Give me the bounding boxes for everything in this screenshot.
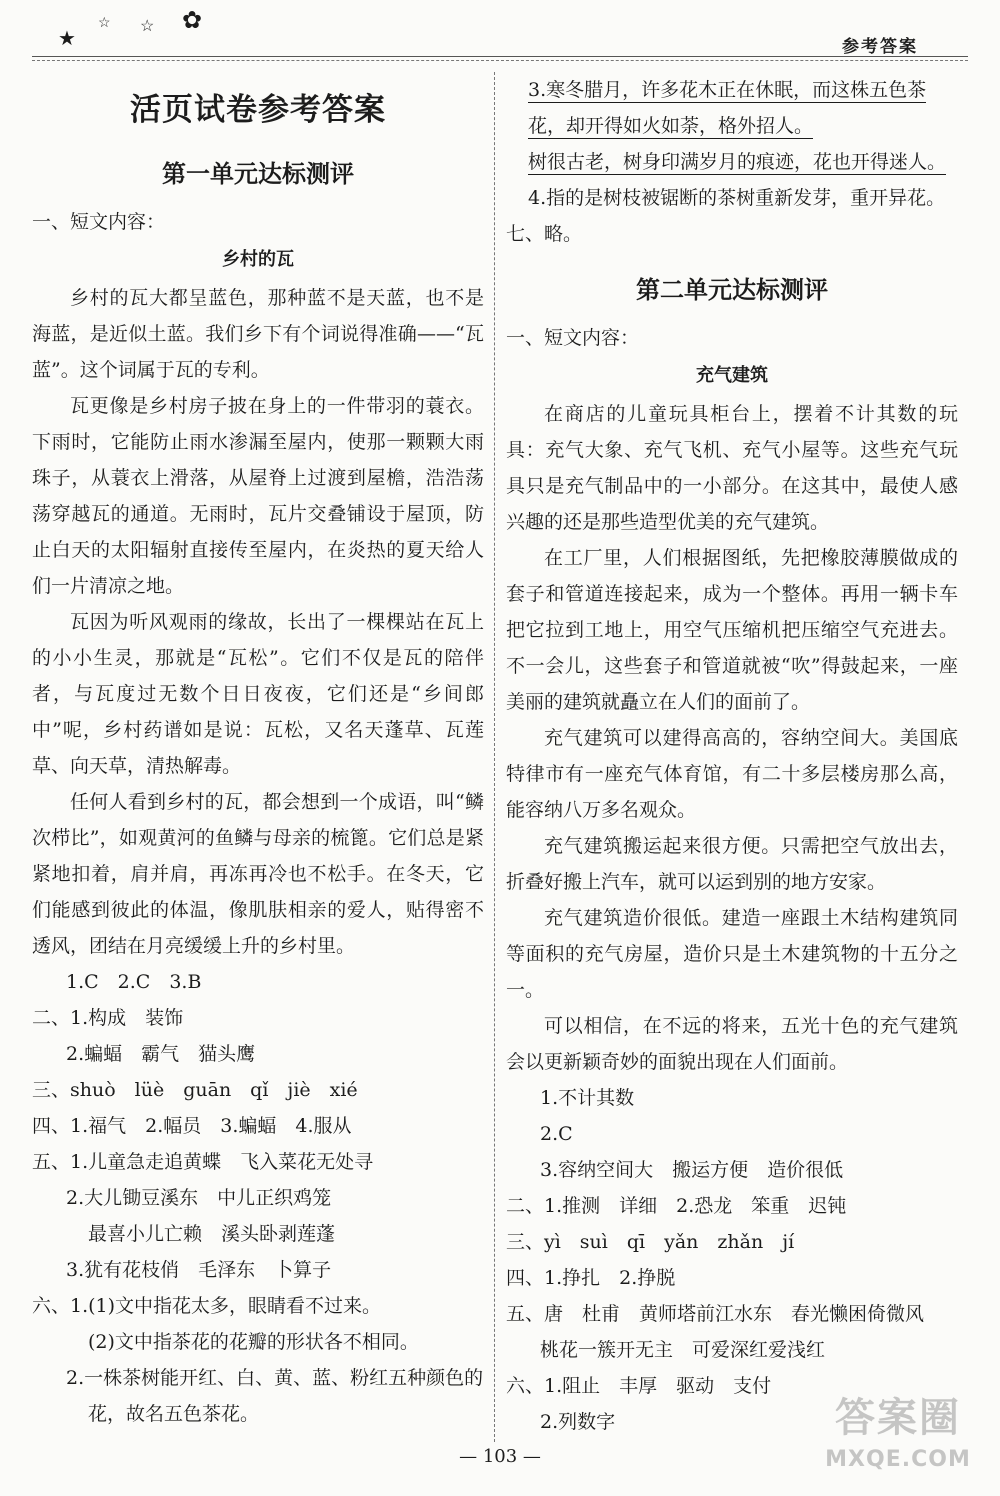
answer-line: 2.C [540, 1123, 573, 1145]
answer-line: 2.列数字 [540, 1411, 616, 1433]
answer-line: 五、唐 杜甫 黄师塔前江水东 春光懒困倚微风 [506, 1303, 925, 1325]
story-paragraph: 充气建筑造价很低。建造一座跟土木结构建筑同等面积的充气房屋，造价只是土木建筑物的十五分之一。 [506, 907, 958, 1001]
answer-line: 2.蝙蝠 霸气 猫头鹰 [66, 1043, 256, 1065]
answer-line: 2.大儿锄豆溪东 中儿正织鸡笼 [66, 1187, 332, 1209]
column-divider [494, 72, 495, 1442]
answer-line: 1.C 2.C 3.B [66, 971, 202, 993]
answer-line: 3.犹有花枝俏 毛泽东 卜算子 [66, 1259, 332, 1281]
answer-line: 四、1.福气 2.幅员 3.蝙蝠 4.服从 [32, 1115, 352, 1137]
story-paragraph: 充气建筑可以建得高高的，容纳空间大。美国底特律市有一座充气体育馆，有二十多层楼房那么高，能容纳八万多名观众。 [506, 727, 958, 821]
flower-icon: ✿ [182, 6, 203, 34]
left-column [32, 72, 484, 1432]
header-dashed-rule [32, 60, 968, 61]
page-header [0, 0, 1000, 70]
watermark-logo [808, 1390, 988, 1486]
answer-line: 二、1.构成 装饰 [32, 1007, 184, 1029]
header-rule [32, 56, 968, 57]
answer-line: 五、1.儿童急走追黄蝶 飞入菜花无处寻 [32, 1151, 374, 1173]
watermark-url: MXQE.COM [825, 1447, 971, 1472]
page-title: 活页试卷参考答案 [130, 92, 386, 128]
answer-line: 六、1.阻止 丰厚 驱动 支付 [506, 1375, 772, 1397]
answer-line: 四、1.挣扎 2.挣脱 [506, 1267, 676, 1289]
story-paragraph: 可以相信，在不远的将来，五光十色的充气建筑会以更新颖奇妙的面貌出现在人们面前。 [506, 1015, 958, 1073]
answer-line: 三、shuò lüè guān qǐ jiè xié [32, 1079, 358, 1101]
section-heading: 一、短文内容： [32, 211, 166, 233]
answer-line: 六、1.(1)文中指花太多，眼睛看不过来。 [32, 1295, 382, 1317]
section-heading: 一、短文内容： [506, 327, 640, 349]
answer-line: 三、yì suì qī yǎn zhǎn jí [506, 1231, 795, 1253]
unit2-title: 第二单元达标测评 [636, 275, 828, 304]
answer-line: 3.容纳空间大 搬运方便 造价很低 [540, 1159, 844, 1181]
answer-line: 最喜小儿亡赖 溪头卧剥莲蓬 [88, 1223, 336, 1245]
answer-line: 2.一株茶树能开红、白、黄、蓝、粉红五种颜色的 [66, 1367, 484, 1389]
underlined-text: 树很古老，树身印满岁月的痕迹，花也开得迷人。 [528, 151, 947, 173]
story-paragraph: 瓦更像是乡村房子披在身上的一件带羽的蓑衣。下雨时，它能防止雨水渗漏至屋内，使那一颗颗大雨珠子，从蓑衣上滑落，从屋脊上过渡到屋檐，浩浩荡荡穿越瓦的通道。无雨时，瓦片交叠铺设于屋顶，防止白天的太阳辐射直接传至屋内，在炎热的夏天给人们一片清凉之地。 [32, 395, 484, 597]
story-paragraph: 充气建筑搬运起来很方便。只需把空气放出去，折叠好搬上汽车，就可以运到别的地方安家。 [506, 835, 958, 893]
star-icon: ★ [58, 26, 76, 50]
answer-line [506, 72, 958, 108]
answer-line: 4.指的是树枝被锯断的茶树重新发芽，重开异花。 [528, 187, 946, 209]
answer-line [506, 144, 958, 180]
unit1-title: 第一单元达标测评 [162, 159, 354, 188]
underlined-text: 花，却开得如火如荼，格外招人。 [528, 115, 814, 137]
answer-line: 1.不计其数 [540, 1087, 635, 1109]
answer-line: (2)文中指茶花的花瓣的形状各不相同。 [88, 1331, 419, 1353]
right-column [506, 72, 958, 1440]
watermark-text: 答案圈 [835, 1395, 961, 1441]
answer-line: 桃花一簇开无主 可爱深红爱浅红 [540, 1339, 826, 1361]
story-paragraph: 在工厂里，人们根据图纸，先把橡胶薄膜做成的套子和管道连接起来，成为一个整体。再用一辆卡车把它拉到工地上，用空气压缩机把压缩空气充进去。不一会儿，这些套子和管道就被“吹”得鼓起来，一座美丽的建筑就矗立在人们的面前了。 [506, 547, 958, 713]
story-title: 乡村的瓦 [222, 249, 294, 270]
answer-line: 七、略。 [506, 223, 583, 245]
underlined-text: 3.寒冬腊月，许多花木正在休眠，而这株五色茶 [528, 79, 927, 101]
answer-line: 二、1.推测 详细 2.恐龙 笨重 迟钝 [506, 1195, 847, 1217]
answer-line: 花，故名五色茶花。 [88, 1403, 260, 1425]
story-paragraph: 瓦因为听风观雨的缘故，长出了一棵棵站在瓦上的小小生灵，那就是“瓦松”。它们不仅是瓦的陪伴者，与瓦度过无数个日日夜夜，它们还是“乡间郎中”呢，乡村药谱如是说：瓦松，又名天蓬草、瓦莲草、向天草，清热解毒。 [32, 611, 484, 777]
story-paragraph: 乡村的瓦大都呈蓝色，那种蓝不是天蓝，也不是海蓝，是近似土蓝。我们乡下有个词说得准确——“瓦蓝”。这个词属于瓦的专利。 [32, 287, 484, 381]
header-title: 参考答案 [842, 37, 918, 57]
story-title: 充气建筑 [696, 365, 768, 386]
story-paragraph: 任何人看到乡村的瓦，都会想到一个成语，叫“鳞次栉比”，如观黄河的鱼鳞与母亲的梳篦。它们总是紧紧地扣着，肩并肩，再冻再冷也不松手。在冬天，它们能感到彼此的体温，像肌肤相亲的爱人，贴得密不透风，团结在月亮缓缓上升的乡村里。 [32, 791, 484, 957]
answer-line [506, 108, 958, 144]
story-paragraph: 在商店的儿童玩具柜台上，摆着不计其数的玩具：充气大象、充气飞机、充气小屋等。这些充气玩具只是充气制品中的一小部分。在这其中，最使人感兴趣的还是那些造型优美的充气建筑。 [506, 403, 958, 533]
page-number: — 103 — [459, 1446, 541, 1467]
star-icon: ☆ [98, 15, 111, 31]
star-icon: ☆ [140, 16, 155, 35]
